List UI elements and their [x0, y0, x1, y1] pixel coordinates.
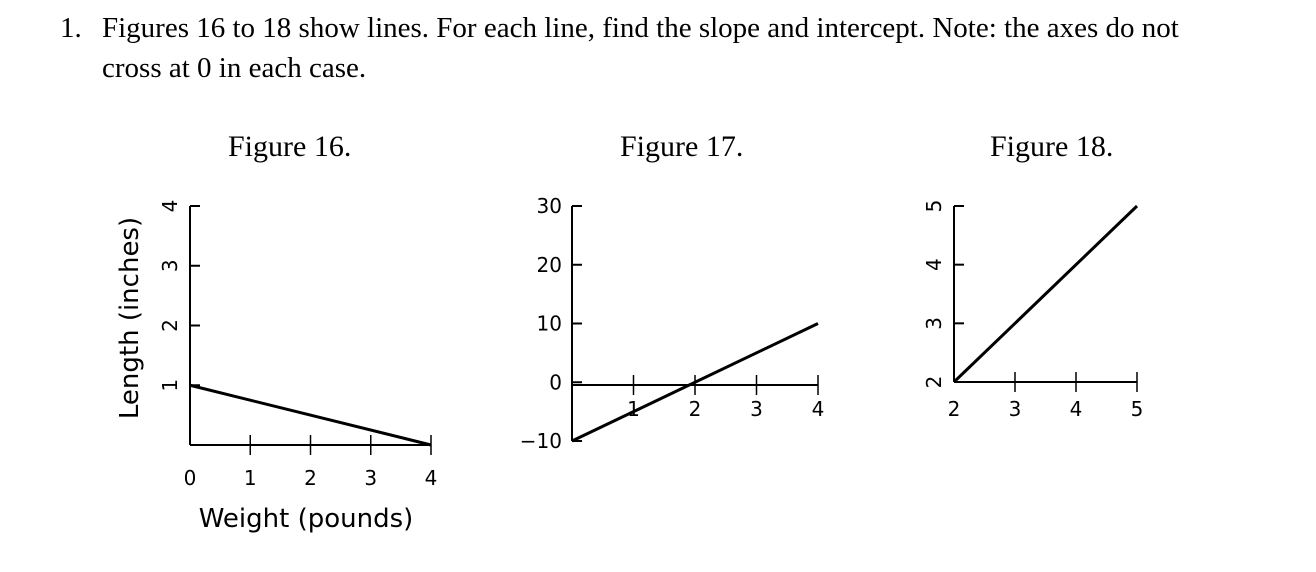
figure-16-x-axis-label: Weight (pounds): [198, 504, 414, 534]
figure-16-x-tick-label: 3: [364, 466, 378, 490]
figure-17-title: Figure 17.: [620, 130, 744, 163]
figure-17-y-tick-label: 20: [536, 252, 562, 277]
figure-17-data-line: [572, 324, 818, 442]
figure-17-chart: [520, 194, 825, 453]
figure-17-x-tick-label: 3: [750, 397, 763, 421]
figure-17-x-tick-label: 1: [627, 397, 640, 421]
figure-18-title: Figure 18.: [990, 130, 1114, 163]
figure-18-data-line: [954, 206, 1137, 382]
figure-18-y-tick-label: 5: [922, 199, 946, 213]
problem-number: 1.: [60, 12, 82, 44]
figure-16-y-axis-label: Length (inches): [115, 216, 145, 420]
figure-16-title: Figure 16.: [228, 130, 352, 163]
figure-18-x-tick-label: 5: [1130, 397, 1144, 421]
figure-16-y-tick-label: 4: [158, 199, 182, 213]
figure-17-x-tick-label: 4: [811, 397, 825, 421]
figure-17-y-tick-label: −10: [519, 429, 562, 453]
figure-18-x-tick-label: 3: [1008, 397, 1022, 421]
figure-17-y-tick-label: 10: [536, 311, 562, 336]
figure-17-y-tick-label: 30: [536, 194, 562, 218]
figure-16-chart: [115, 200, 437, 534]
figure-16-y-tick-label: 3: [158, 259, 182, 273]
figure-18-y-tick-label: 4: [922, 258, 946, 272]
figure-16-x-tick-label: 0: [183, 466, 197, 490]
figure-18-x-tick-label: 4: [1069, 397, 1083, 421]
figure-18-y-tick-label: 2: [922, 375, 946, 389]
figure-16-x-tick-label: 1: [243, 466, 257, 490]
figure-18-chart: [922, 200, 1143, 421]
figure-18-y-tick-label: 3: [922, 316, 946, 330]
figure-17-x-tick-label: 2: [688, 397, 702, 421]
figure-16-x-tick-label: 2: [304, 466, 317, 490]
figure-17-y-tick-label: 0: [549, 370, 562, 395]
figure-16-y-tick-label: 2: [158, 319, 182, 332]
figure-18-x-tick-label: 2: [947, 397, 961, 421]
figure-16-x-tick-label: 4: [424, 466, 438, 490]
problem-text: Figures 16 to 18 show lines. For each line, find the slope and intercept. Note: the axes do not cross at 0 in each case.: [102, 12, 1179, 84]
figure-16-y-tick-label: 1: [158, 378, 182, 392]
